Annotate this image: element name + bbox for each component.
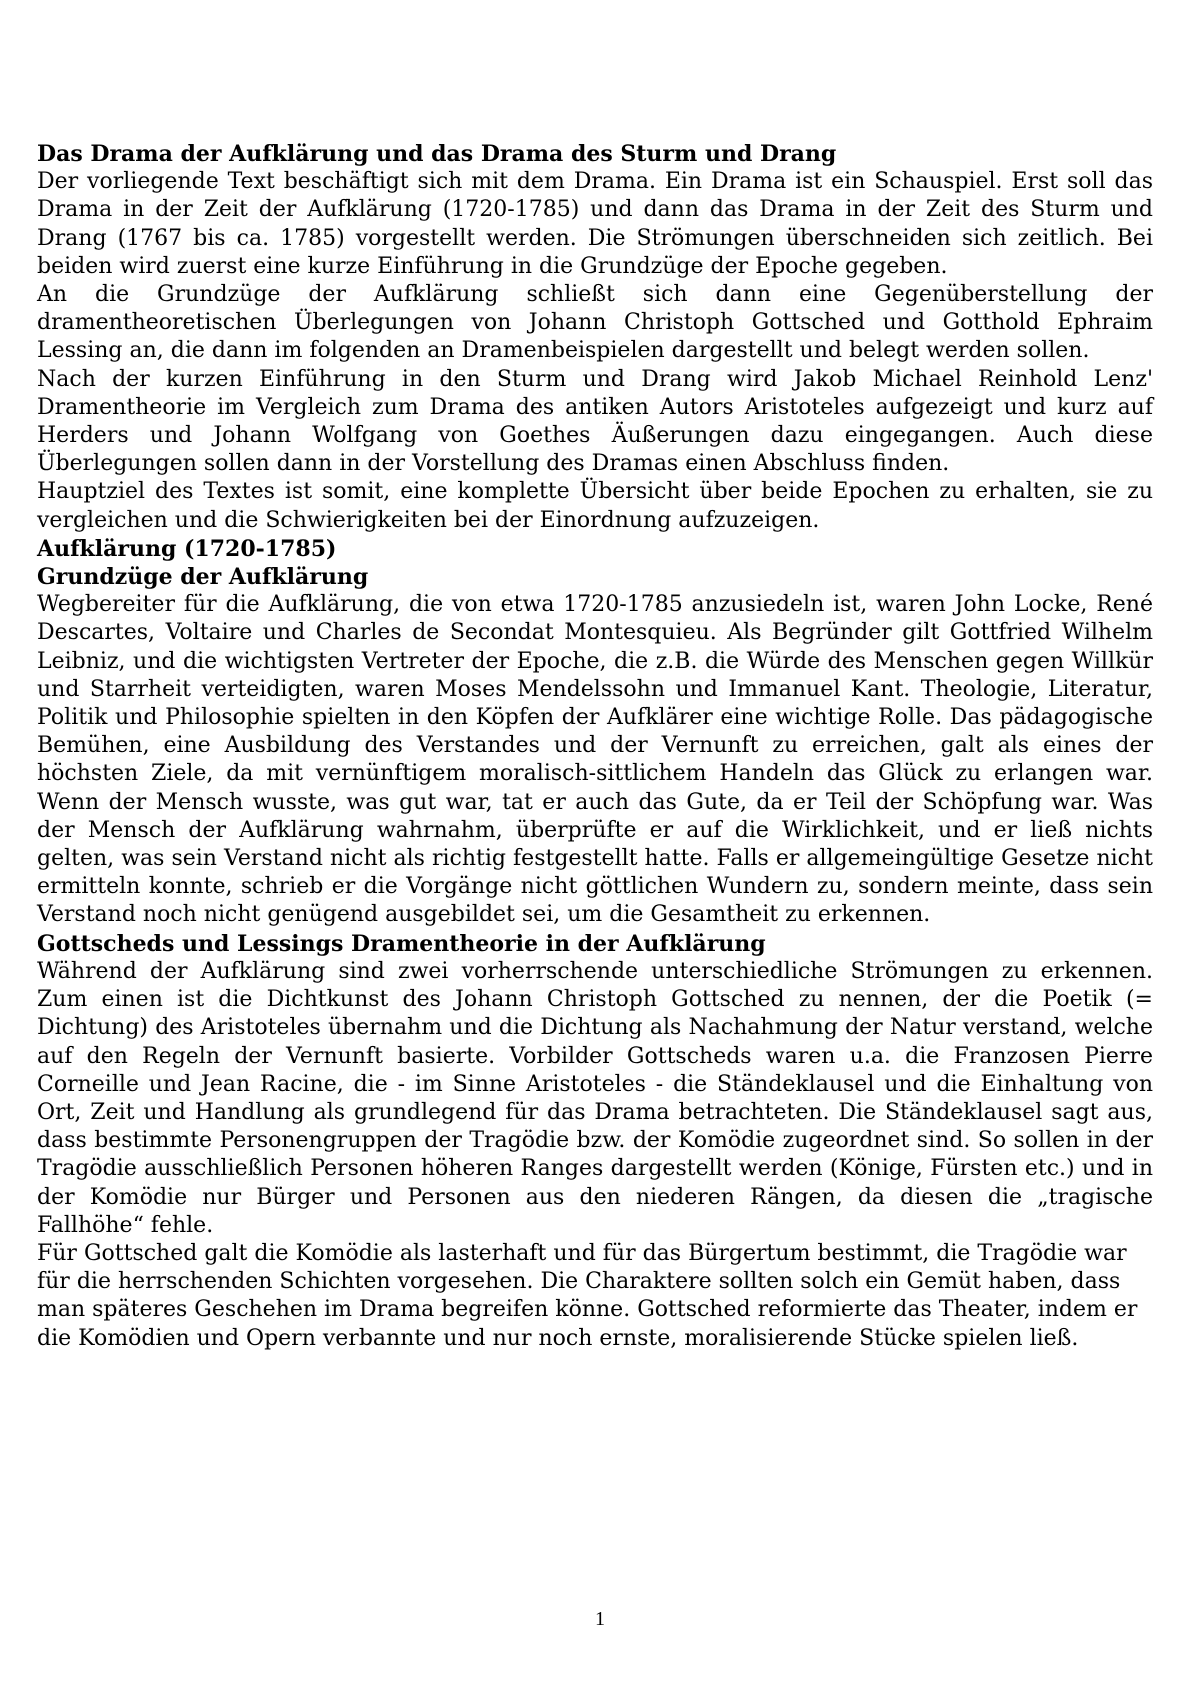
body-paragraph: Wegbereiter für die Aufklärung, die von etwa 1720-1785 anzusiedeln ist, waren John Locke, René Descartes, Voltaire und Charles de Secondat Montesquieu. Als Begründer gilt Gottfried Wilhelm Leibniz, und die wichtigsten Vertreter der Epoche, die z.B. die Würde des Menschen gegen Willkür und Starrheit verteidigten, waren Moses Mendelssohn und Immanuel Kant. Theologie, Literatur, Politik und Philosophie spielten in den Köpfen der Aufklärer eine wichtige Rolle. Das pädagogische Bemühen, eine Ausbildung des Verstandes und der Vernunft zu erreichen, galt als eines der höchsten Ziele, da mit vernünftigem moralisch-sittlichem Handeln das Glück zu erlangen war. Wenn der Mensch wusste, was gut war, tat er auch das Gute, da er Teil der Schöpfung war. Was der Mensch der Aufklärung wahrnahm, überprüfte er auf die Wirklichkeit, und er ließ nichts gelten, was sein Verstand nicht als richtig festgestellt hatte. Falls er allgemeingültige Gesetze nicht ermitteln konnte, schrieb er die Vorgänge nicht göttlichen Wundern zu, sondern meinte, dass sein Verstand noch nicht genügend ausgebildet sei, um die Gesamtheit zu erkennen. [37,592,1153,928]
document-page [37,140,1153,1353]
intro-paragraph: An die Grundzüge der Aufklärung schließt sich dann eine Gegenüberstellung der dramentheoretischen Überlegungen von Johann Christoph Gottsched und Gotthold Ephraim Lessing an, die dann im folgenden an Dramenbeispielen dargestellt und belegt werden sollen. [37,282,1153,364]
section-heading-dramentheorie: Gottscheds und Lessings Dramentheorie in der Aufklärung [37,930,766,957]
document-title: Das Drama der Aufklärung und das Drama des Sturm und Drang [37,141,837,167]
intro-paragraph: Hauptziel des Textes ist somit, eine komplette Übersicht über beide Epochen zu erhalten, sie zu vergleichen und die Schwierigkeiten bei der Einordnung aufzuzeigen. [37,479,1153,533]
page-number: 1 [595,1608,605,1630]
body-paragraph: Für Gottsched galt die Komödie als lasterhaft und für das Bürgertum bestimmt, die Tragödie war für die herrschenden Schichten vorgesehen. Die Charaktere sollten solch ein Gemüt haben, dass man späteres Geschehen im Drama begreifen könne. Gottsched reformierte das Theater, indem er die Komödien und Opern verbannte und nur noch ernste, moralisierende Stücke spielen ließ. [37,1240,1138,1351]
body-paragraph: Während der Aufklärung sind zwei vorherrschende unterschiedliche Strömungen zu erkennen. Zum einen ist die Dichtkunst des Johann Christoph Gottsched zu nennen, der die Poetik (= Dichtung) des Aristoteles übernahm und die Dichtung als Nachahmung der Natur verstand, welche auf den Regeln der Vernunft basierte. Vorbilder Gottscheds waren u.a. die Franzosen Pierre Corneille und Jean Racine, die - im Sinne Aristoteles - die Ständeklausel und die Einhaltung von Ort, Zeit und Handlung als grundlegend für das Drama betrachteten. Die Ständeklausel sagt aus, dass bestimmte Personengruppen der Tragödie bzw. der Komödie zugeordnet sind. So sollen in der Tragödie ausschließlich Personen höheren Ranges dargestellt werden (Könige, Fürsten etc.) und in der Komödie nur Bürger und Personen aus den niederen Rängen, da diesen die „tragische Fallhöhe“ fehle. [37,958,1153,1238]
section-heading-aufklaerung: Aufklärung (1720-1785) [37,535,337,562]
intro-paragraph: Der vorliegende Text beschäftigt sich mit dem Drama. Ein Drama ist ein Schauspiel. Erst soll das Drama in der Zeit der Aufklärung (1720-1785) und dann das Drama in der Zeit des Sturm und Drang (1767 bis ca. 1785) vorgestellt werden. Die Strömungen überschneiden sich zeitlich. Bei beiden wird zuerst eine kurze Einführung in die Grundzüge der Epoche gegeben. [37,169,1153,279]
subsection-heading-grundzuege: Grundzüge der Aufklärung [37,564,369,591]
intro-paragraph: Nach der kurzen Einführung in den Sturm und Drang wird Jakob Michael Reinhold Lenz' Dramentheorie im Vergleich zum Drama des antiken Autors Aristoteles aufgezeigt und kurz auf Herders und Johann Wolfgang von Goethes Äußerungen dazu eingegangen. Auch diese Überlegungen sollen dann in der Vorstellung des Dramas einen Abschluss finden. [37,366,1153,477]
